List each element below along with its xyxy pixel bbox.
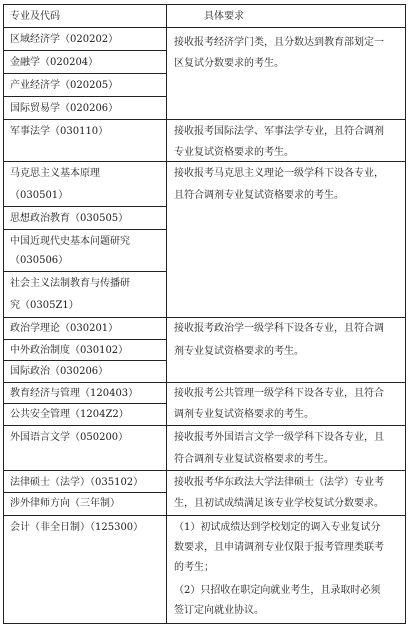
requirement-line: 接收报考公共管理一级学科下设各专业，且符合 bbox=[174, 388, 384, 399]
major-cell: 中国近现代史基本问题研究 bbox=[10, 236, 130, 247]
header-requirements: 具体要求 bbox=[204, 11, 244, 22]
major-cell: 社会主义法制教育与传播研 bbox=[10, 278, 130, 289]
major-cell: （030506） bbox=[10, 255, 69, 266]
major-cell: 公共安全管理（1204Z2） bbox=[10, 409, 129, 420]
major-cell: 外国语言文学（050200） bbox=[10, 432, 129, 443]
requirement-line: 且符合调剂专业复试资格要求的考生。 bbox=[174, 190, 344, 201]
major-cell: 思想政治教育（030505） bbox=[10, 213, 129, 224]
header-major-code: 专业及代码 bbox=[10, 11, 60, 22]
requirement-line: 专业复试资格要求的考生。 bbox=[174, 147, 294, 158]
row-divider bbox=[4, 470, 405, 471]
requirement-line: （1）初试成绩达到学校划定的调入专业复试分 bbox=[174, 522, 381, 533]
major-cell: 金融学（020204） bbox=[10, 57, 99, 68]
row-divider bbox=[4, 515, 405, 516]
sub-row-divider bbox=[4, 73, 166, 74]
major-cell: 政治学理论（030201） bbox=[10, 323, 119, 334]
requirement-line: 区复试分数要求的考生。 bbox=[174, 58, 284, 69]
major-cell: 产业经济学（020205） bbox=[10, 80, 119, 91]
sub-row-divider bbox=[4, 271, 166, 272]
sub-row-divider bbox=[4, 50, 166, 51]
requirement-line: 接收报考外国语言文学一级学科下设各专业，且 bbox=[174, 432, 384, 443]
requirement-line: 接收报考政治学一级学科下设各专业，且符合调 bbox=[174, 323, 384, 334]
requirement-line: 接收报考经济学门类，且分数达到教育部划定一 bbox=[174, 37, 384, 48]
requirement-line: 接收报考国际法学、军事法学专业，且符合调剂 bbox=[174, 126, 384, 137]
requirement-line: 调剂专业复试资格要求的考生。 bbox=[174, 409, 314, 420]
requirement-line: 数要求，且申请调剂专业仅限于报考管理类联考 bbox=[174, 542, 384, 553]
major-cell: 会计（非全日制）（125300） bbox=[10, 522, 144, 533]
transfer-requirements-table bbox=[3, 4, 406, 624]
sub-row-divider bbox=[4, 229, 166, 230]
requirement-line: 生，且初试成绩满足该专业学校复试分数要求。 bbox=[174, 498, 384, 509]
sub-row-divider bbox=[4, 206, 166, 207]
major-cell: 究（0305Z1） bbox=[10, 300, 79, 311]
major-cell: 军事法学（030110） bbox=[10, 126, 109, 137]
requirement-line: 符合调剂专业复试资格要求的考生。 bbox=[174, 454, 334, 465]
requirement-line: 的考生； bbox=[174, 562, 214, 573]
requirement-line: 接收报考马克思主义理论一级学科下设各专业， bbox=[174, 168, 384, 179]
requirement-line: 接收报考华东政法大学法律硕士（法学）专业考 bbox=[174, 477, 384, 488]
major-cell: 涉外律师方向（三年制） bbox=[10, 498, 120, 509]
major-cell: 国际政治（030206） bbox=[10, 366, 109, 377]
row-divider bbox=[4, 425, 405, 426]
major-cell: 法律硕士（法学）（035102） bbox=[10, 477, 144, 488]
column-divider bbox=[166, 5, 167, 623]
major-cell: 中外政治制度（030102） bbox=[10, 345, 129, 356]
requirement-line: 签订定向就业协议。 bbox=[174, 605, 264, 616]
row-divider bbox=[4, 119, 405, 120]
major-cell: 马克思主义基本原理 bbox=[10, 168, 100, 179]
major-cell: 国际贸易学（020206） bbox=[10, 103, 119, 114]
sub-row-divider bbox=[4, 96, 166, 97]
major-cell: （030501） bbox=[10, 190, 69, 201]
requirement-line: （2）只招收在职定向就业考生，且录取时必须 bbox=[174, 585, 381, 596]
major-cell: 区域经济学（020202） bbox=[10, 34, 119, 45]
major-cell: 教育经济与管理（120403） bbox=[10, 388, 139, 399]
row-divider bbox=[4, 27, 405, 28]
requirement-line: 剂专业复试资格要求的考生。 bbox=[174, 346, 304, 357]
